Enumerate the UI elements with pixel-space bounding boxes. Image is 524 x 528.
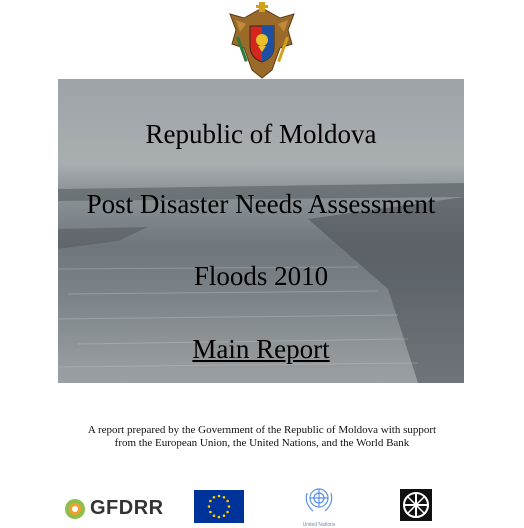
title-main-report: Main Report — [192, 334, 330, 364]
report-caption — [40, 424, 484, 450]
gfdrr-label: GFDRR — [90, 497, 164, 519]
title-event: Floods 2010 — [193, 261, 329, 291]
un-emblem-icon — [301, 483, 337, 517]
cover-photo — [58, 79, 464, 383]
gfdrr-logo — [64, 497, 164, 520]
title-country: Republic of Moldova — [145, 119, 377, 149]
title-report: Post Disaster Needs Assessment — [86, 189, 436, 219]
caption-line-1: A report prepared by the Government of the Republic of Moldova with support — [87, 424, 437, 436]
gfdrr-icon — [64, 498, 86, 520]
world-bank-logo — [400, 489, 432, 521]
coat-of-arms — [222, 0, 302, 80]
partner-logos — [0, 483, 524, 528]
eu-flag-logo — [194, 490, 244, 523]
un-logo — [298, 483, 340, 528]
caption-line-2: from the European Union, the United Nations, and the World Bank — [114, 437, 410, 449]
un-label: United Nations — [302, 522, 336, 528]
